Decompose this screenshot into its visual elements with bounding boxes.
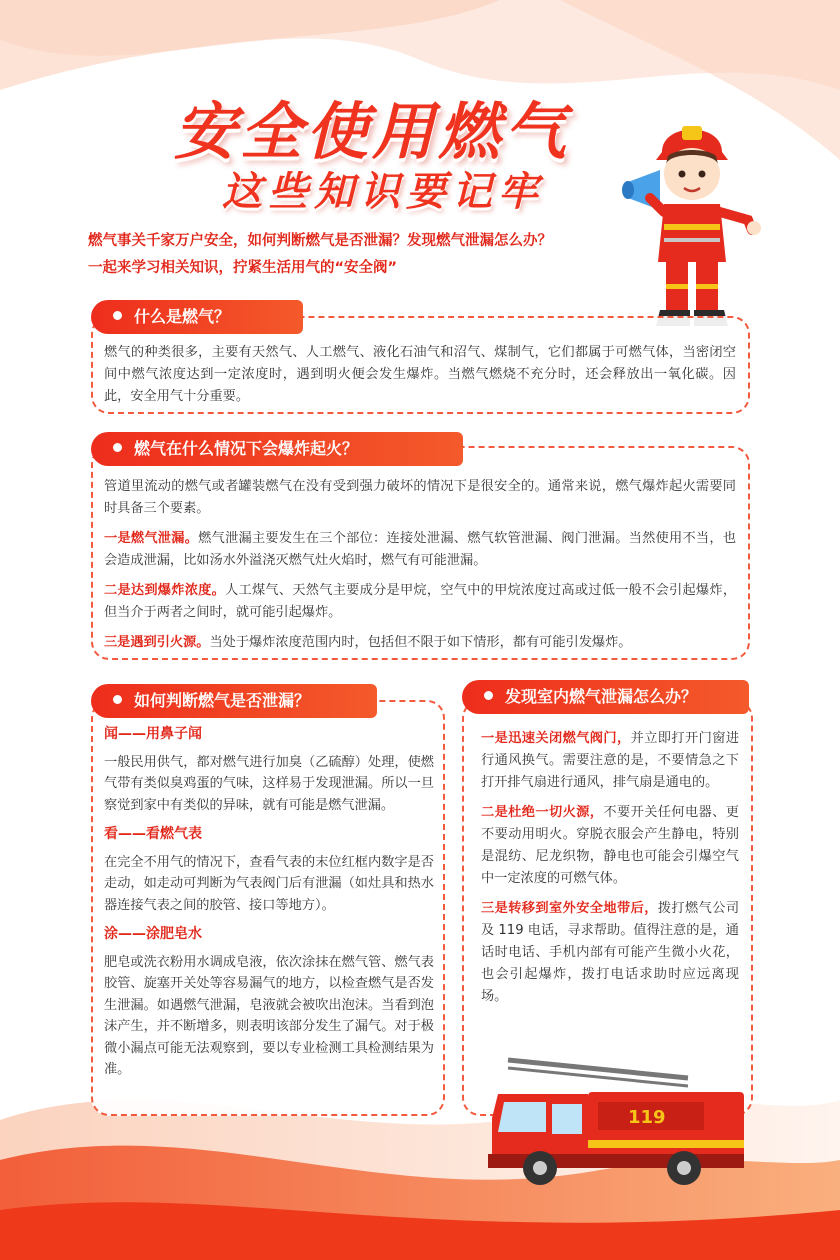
section-detect-leak-heading	[91, 684, 377, 718]
method-soap-text: 肥皂或洗衣粉用水调成皂液，依次涂抹在燃气管、燃气表胶管、旋塞开关处等容易漏气的地方，以检查燃气是否发生泄漏。如遇燃气泄漏，皂液就会被吹出泡沫。当看到泡沫产生，并不断增多，则表明该部分发生了漏气。对于极微小漏点可能无法观察到，要以专业检测工具检测结果为准。	[104, 954, 434, 1077]
page-title: 安全使用燃气	[173, 95, 570, 168]
method-meter-title: 看——看燃气表	[104, 826, 202, 842]
method-smell-title: 闻——用鼻子闻	[104, 726, 202, 742]
explosion-item-3: 三是遇到引火源。当处于爆炸浓度范围内时，包括但不限于如下情形，都有可能引发爆炸。	[104, 635, 632, 650]
explosion-lead: 管道里流动的燃气或者罐装燃气在没有受到强力破坏的情况下是很安全的。通常来说，燃气爆炸起火需要同时具备三个要素。	[104, 479, 736, 516]
explosion-item-1: 一是燃气泄漏。燃气泄漏主要发生在三个部位：连接处泄漏、燃气软管泄漏、阀门泄漏。当然使用不当，也会造成泄漏，比如汤水外溢浇灭燃气灶火焰时，燃气有可能泄漏。	[104, 531, 737, 568]
intro-line-1: 燃气事关千家万户安全，如何判断燃气是否泄漏？发现燃气泄漏怎么办？	[88, 233, 552, 249]
heading-label: 什么是燃气？	[134, 307, 231, 326]
bullet-icon	[113, 443, 122, 452]
method-smell-text: 一般民用供气，都对燃气进行加臭（乙硫醇）处理，使燃气带有类似臭鸡蛋的气味，这样易于发现泄漏。所以一旦察觉到家中有类似的异味，就有可能是燃气泄漏。	[104, 754, 434, 813]
page-subtitle: 这些知识要记牢	[222, 169, 544, 215]
intro-line-2: 一起来学习相关知识，拧紧生活用气的“安全阀”	[88, 260, 398, 276]
firefighter-illustration	[620, 112, 770, 340]
handle-step-3: 三是转移到室外安全地带后，拨打燃气公司及 119 电话，寻求帮助。值得注意的是，通话时电话、手机内部有可能产生微小火花，也会引起爆炸，拨打电话求助时应远离现场。	[481, 901, 740, 1004]
section-explosion-heading	[91, 432, 463, 466]
handle-step-1: 一是迅速关闭燃气阀门，并立即打开门窗进行通风换气。需要注意的是，不要情急之下打开排气扇进行通风，排气扇是通电的。	[481, 731, 740, 790]
bullet-icon	[484, 691, 493, 700]
section-detect-leak-body	[104, 724, 434, 1081]
fire-truck-illustration	[488, 1048, 750, 1188]
explosion-item-2: 二是达到爆炸浓度。人工煤气、天然气主要成分是甲烷，空气中的甲烷浓度过高或过低一般不会引起爆炸，但当介于两者之间时，就可能引起爆炸。	[104, 583, 737, 620]
heading-label: 燃气在什么情况下会爆炸起火？	[134, 439, 359, 458]
section-handle-leak-body	[481, 728, 739, 1016]
handle-step-2: 二是杜绝一切火源，不要开关任何电器、更不要动用明火。穿脱衣服会产生静电，特别是混纺、尼龙织物，静电也可能会引爆空气中一定浓度的可燃气体。	[481, 805, 739, 886]
bullet-icon	[113, 695, 122, 704]
heading-label: 发现室内燃气泄漏怎么办？	[505, 687, 698, 706]
section-what-is-gas-body: 燃气的种类很多，主要有天然气、人工燃气、液化石油气和沼气、煤制气，它们都属于可燃气体，当密闭空间中燃气浓度达到一定浓度时，遇到明火便会发生爆炸。当燃气燃烧不充分时，还会释放出一氧化碳。因此，安全用气十分重要。	[104, 345, 736, 404]
intro-text	[88, 228, 648, 282]
truck-number: 119	[628, 1107, 666, 1128]
section-explosion-body	[104, 476, 736, 662]
section-handle-leak-heading	[462, 680, 749, 714]
heading-label: 如何判断燃气是否泄漏？	[134, 691, 311, 710]
bullet-icon	[113, 311, 122, 320]
section-what-is-gas-heading	[91, 300, 303, 334]
method-meter-text: 在完全不用气的情况下，查看气表的末位红框内数字是否走动，如走动可判断为气表阀门后有泄漏（如灶具和热水器连接气表之间的胶管、接口等地方）。	[104, 854, 434, 913]
method-soap-title: 涂——涂肥皂水	[104, 926, 202, 942]
